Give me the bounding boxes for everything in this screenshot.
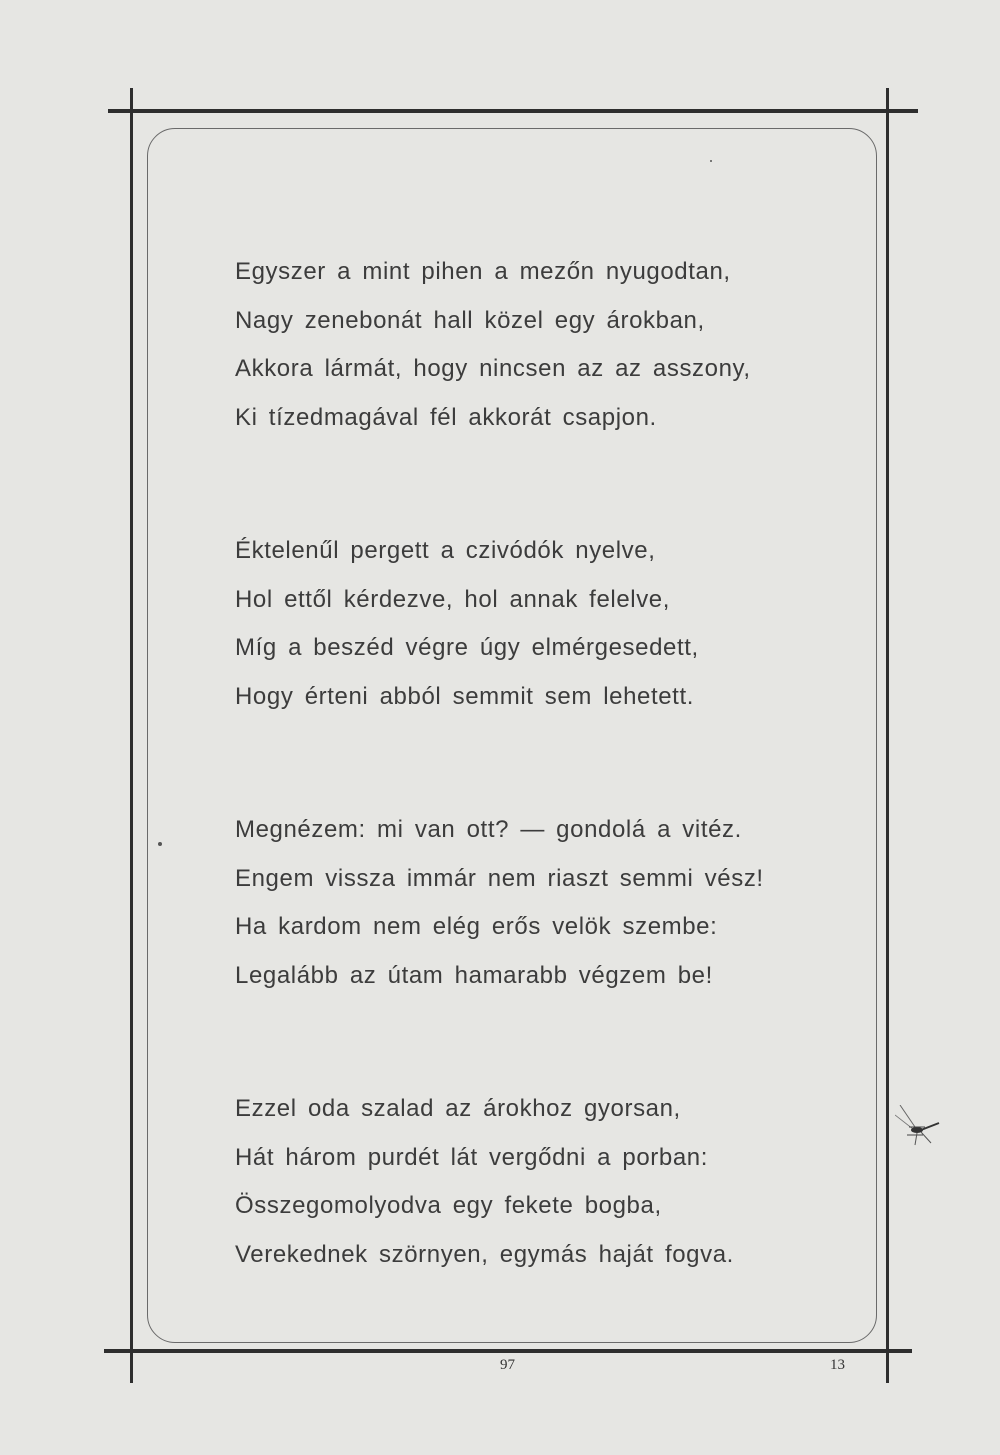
poem-line: Engem vissza immár nem riaszt semmi vész! (235, 864, 764, 892)
page-number: 97 (500, 1357, 515, 1373)
stanza (235, 1085, 835, 1279)
poem-line: Nagy zenebonát hall közel egy árokban, (235, 306, 705, 334)
poem-line: Megnézem: mi van ott? — gondolá a vitéz. (235, 816, 742, 843)
poem-line: Hol ettől kérdezve, hol annak felelve, (235, 585, 671, 613)
frame-top-line (108, 109, 918, 113)
poem-line: Hát három purdét lát vergődni a porban: (235, 1143, 708, 1171)
poem-line: Ezzel oda szalad az árokhoz gyorsan, (235, 1095, 681, 1122)
poem-line: Hogy érteni abból semmit sem lehetett. (235, 682, 694, 710)
signature-mark: 13 (830, 1357, 845, 1373)
poem-line: Akkora lármát, hogy nincsen az az asszony, (235, 355, 751, 382)
ink-speck (158, 842, 162, 846)
poem-line: Összegomolyodva egy fekete bogba, (235, 1192, 662, 1219)
stanza (235, 806, 835, 1000)
insect-icon (895, 1105, 945, 1150)
poem-line: Verekednek szörnyen, egymás haját fogva. (235, 1240, 734, 1268)
stanza (235, 527, 835, 721)
poem-line: Egyszer a mint pihen a mezőn nyugodtan, (235, 258, 731, 285)
stanza (235, 248, 835, 442)
poem-line: Legalább az útam hamarabb végzem be! (235, 961, 713, 989)
frame-left-line (130, 88, 133, 1383)
frame-right-line (886, 88, 889, 1383)
poem-line: Ha kardom nem elég erős velök szembe: (235, 913, 718, 940)
ink-speck (710, 160, 712, 162)
poem-line: Ki tízedmagával fél akkorát csapjon. (235, 403, 657, 431)
poem (235, 248, 835, 1364)
poem-line: Éktelenűl pergett a czivódók nyelve, (235, 537, 656, 564)
poem-line: Míg a beszéd végre úgy elmérgesedett, (235, 634, 699, 661)
